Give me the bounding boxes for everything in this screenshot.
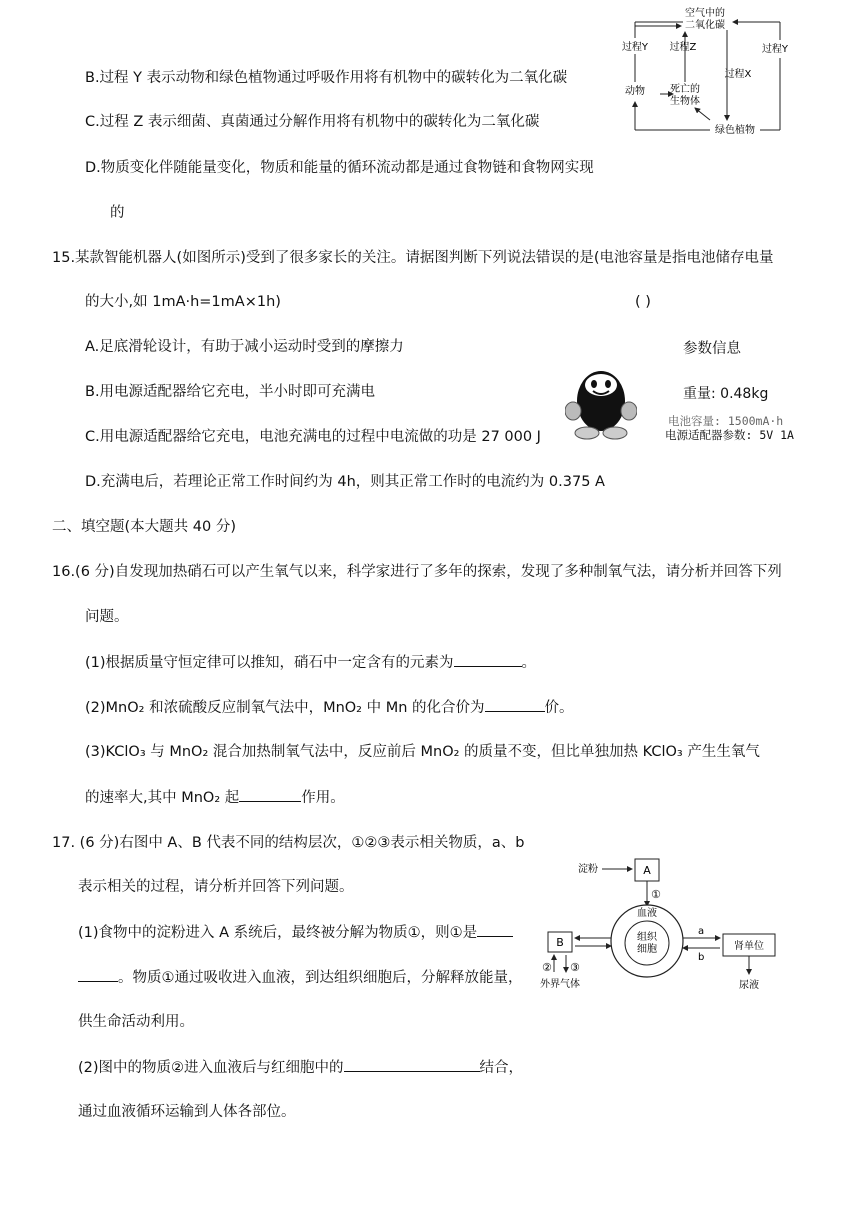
mark-2: ② [542,961,552,974]
q17-part-1-end: 供生命活动利用。 [78,1014,194,1030]
dead-organism-label: 死亡的 [670,84,700,95]
q14-option-d-cont: 的 [110,205,125,221]
spec-adapter: 电源适配器参数: 5V 1A [665,428,794,442]
q17-p1-blank-b [78,967,118,982]
q16-stem: 16.(6 分)自发现加热硝石可以产生氧气以来，科学家进行了多年的探索，发现了多种制氧气法，请分析并回答下列 [52,564,782,580]
q14-option-d: D.物质变化伴随能量变化，物质和能量的循环流动都是通过食物链和食物网实现 [85,160,594,176]
process-y-left: 过程Y [621,42,649,53]
process-a: a [698,926,705,937]
box-a-label: A [643,864,651,877]
q15-option-b: B.用电源适配器给它充电，半小时即可充满电 [85,384,376,400]
process-y-right: 过程Y [761,44,789,55]
q17-p2-blank [344,1057,480,1072]
mark-1: ① [651,888,661,901]
q16-p1-end: 。 [521,655,537,671]
q16-p1-blank [454,652,522,667]
box-b-label: B [556,936,564,949]
q16-stem-cont: 问题。 [85,609,129,625]
q17-part-2-cont: 通过血液循环运输到人体各部位。 [78,1104,296,1120]
q16-p1-text: (1)根据质量守恒定律可以推知，硝石中一定含有的元素为 [85,655,454,671]
outside-air-label: 外界气体 [540,979,580,990]
q17-p2-text: (2)图中的物质②进入血液后与红细胞中的 [78,1060,344,1076]
tissue-label: 组织 [637,932,657,943]
q15-option-c: C.用电源适配器给它充电，电池充满电的过程中电流做的功是 27 000 J [85,429,541,445]
q17-p1-text: (1)食物中的淀粉进入 A 系统后，最终被分解为物质①，则①是 [78,925,478,941]
section-title: 二、填空题(本大题共 40 分) [52,519,236,535]
q16-part-3: (3)KClO₃ 与 MnO₂ 混合加热制氧气法中，反应前后 MnO₂ 的质量不变，但比单独加热 KClO₃ 产生生氧气 [85,744,760,760]
q16-p3-text: 的速率大,其中 MnO₂ 起 [85,790,240,806]
starch-label: 淀粉 [578,864,598,875]
body-systems-diagram [540,852,790,1002]
urine-label: 尿液 [739,980,759,991]
spec-battery: 电池容量: 1500mA·h [668,414,784,428]
q16-part-2 [85,697,574,718]
robot-illustration [565,363,637,441]
q16-p2-blank [485,697,545,712]
process-z: 过程Z [669,42,697,53]
q17-part-2 [78,1057,523,1078]
q16-p2-text: (2)MnO₂ 和浓硫酸反应制氧气法中，MnO₂ 中 Mn 的化合价为 [85,700,485,716]
q16-p3-end: 作用。 [301,790,345,806]
q17-p1-blank-a [477,922,513,937]
q15-stem: 15.某款智能机器人(如图所示)受到了很多家长的关注。请据图判断下列说法错误的是(电池容量是指电池储存电量 [52,250,774,266]
blood-label: 血液 [637,908,657,919]
tissue-cell-circle [625,921,669,965]
spec-title: 参数信息 [683,341,741,357]
q16-part-1 [85,652,536,673]
green-plant-label: 绿色植物 [715,125,755,136]
q16-part-3-cont [85,787,345,808]
nephron-label: 肾单位 [734,941,764,952]
carbon-cycle-diagram [615,2,805,142]
q17-stem-cont: 表示相关的过程，请分析并回答下列问题。 [78,879,354,895]
q17-p2-end: 结合， [479,1060,524,1076]
q15-option-d: D.充满电后，若理论正常工作时间约为 4h，则其正常工作时的电流约为 0.375 A [85,474,605,490]
q16-p2-end: 价。 [544,700,574,716]
q17-part-1-cont [78,967,523,988]
process-x: 过程X [724,69,752,80]
q15-option-a: A.足底滑轮设计，有助于减小运动时受到的摩擦力 [85,339,404,355]
process-b: b [698,952,705,963]
q15-stem-cont: 的大小,如 1mA·h=1mA×1h) [85,294,281,310]
mark-3: ③ [570,961,580,974]
tissue-label-2: 细胞 [637,944,657,955]
air-co2-label-2: 二氧化碳 [685,20,725,31]
q15-answer-bracket: ( ) [635,294,651,310]
dead-organism-label-2: 生物体 [670,96,700,107]
q17-stem: 17. (6 分)右图中 A、B 代表不同的结构层次，①②③表示相关物质，a、b [52,835,525,851]
q17-part-1 [78,922,513,943]
q14-option-c: C.过程 Z 表示细菌、真菌通过分解作用将有机物中的碳转化为二氧化碳 [85,114,540,130]
air-co2-label: 空气中的 [685,8,725,19]
q17-p1-text-2: 。物质①通过吸收进入血液，到达组织细胞后，分解释放能量， [118,970,523,986]
spec-weight: 重量: 0.48kg [683,386,769,402]
q14-option-b: B.过程 Y 表示动物和绿色植物通过呼吸作用将有机物中的碳转化为二氧化碳 [85,70,568,86]
q16-p3-blank [239,787,301,802]
animal-label: 动物 [625,86,645,97]
